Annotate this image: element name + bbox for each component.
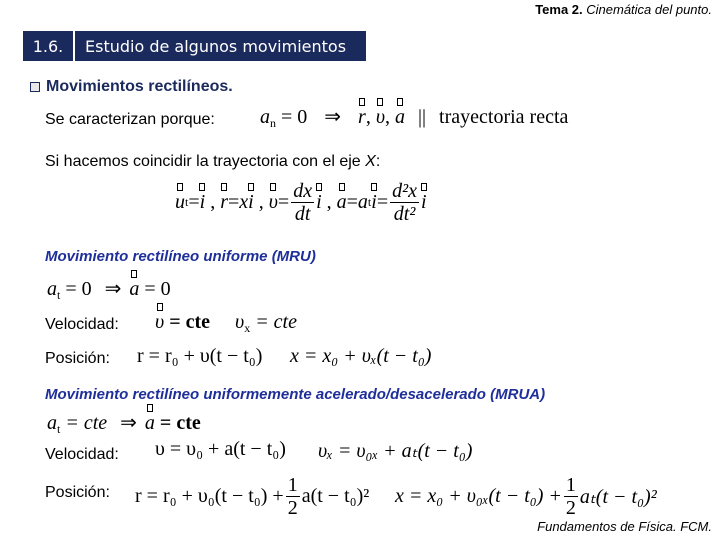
bullet-square-icon: [30, 82, 40, 92]
mru-condition: $a_t = 0$ ⇒ a = 0: [47, 278, 171, 302]
caract-equation: $a_n = 0$ ⇒ r, υ, a || trayectoria recta: [260, 106, 569, 130]
mrua-pos-eq2: x = x₀ + υ₀ₓ(t − t₀) + $\frac{1}{2}$ aₜ(t − t₀)²: [395, 474, 657, 519]
mru-vel-label: Velocidad:: [45, 316, 119, 333]
mrua-vel-eq1: υ = υ₀ + a(t − t₀): [155, 438, 286, 460]
section-title: Estudio de algunos movimientos: [75, 31, 366, 61]
course-header: [535, 2, 712, 17]
coincide-equations: u t = i , r = x i , υ = $\frac{dx}{dt}$ i , a = a t i = $\frac{\text{d²x}}{\text{dt²}}$ i: [175, 180, 427, 225]
mrua-pos-eq1: r = r₀ + υ₀(t − t₀) + $\frac{1}{2}$ a(t − t₀)²: [135, 474, 370, 519]
bullet-heading: [30, 78, 233, 96]
mru-vel-eq: υ = cte $\upsilon_x$ = cte: [155, 311, 297, 335]
coincide-text: Si hacemos coincidir la trayectoria con el eje X:: [45, 153, 381, 170]
footer-text: Fundamentos de Física. FCM.: [537, 519, 712, 534]
mru-pos-eq2: x = x₀ + υₓ(t − t₀): [290, 345, 432, 367]
mru-pos-label: Posición:: [45, 350, 110, 367]
mru-pos-eq1: r = r₀ + υ(t − t₀): [137, 345, 263, 367]
caract-text: Se caracterizan porque:: [45, 111, 215, 128]
mrua-pos-label: Posición:: [45, 484, 110, 501]
bullet-text: Movimientos rectilíneos.: [46, 78, 233, 95]
mrua-vel-label: Velocidad:: [45, 446, 119, 463]
mru-title: Movimiento rectilíneo uniforme (MRU): [45, 248, 316, 265]
mrua-vel-eq2: υₓ = υ₀ₓ + aₜ(t − t₀): [318, 440, 473, 462]
section-number: 1.6.: [23, 31, 73, 61]
mrua-title: Movimiento rectilíneo uniformemente acelerado/desacelerado (MRUA): [45, 386, 546, 403]
tema-title: Cinemática del punto.: [582, 2, 712, 17]
tema-number: Tema 2.: [535, 2, 583, 17]
mrua-condition: $a_t$ = cte ⇒ a = cte: [47, 412, 201, 436]
